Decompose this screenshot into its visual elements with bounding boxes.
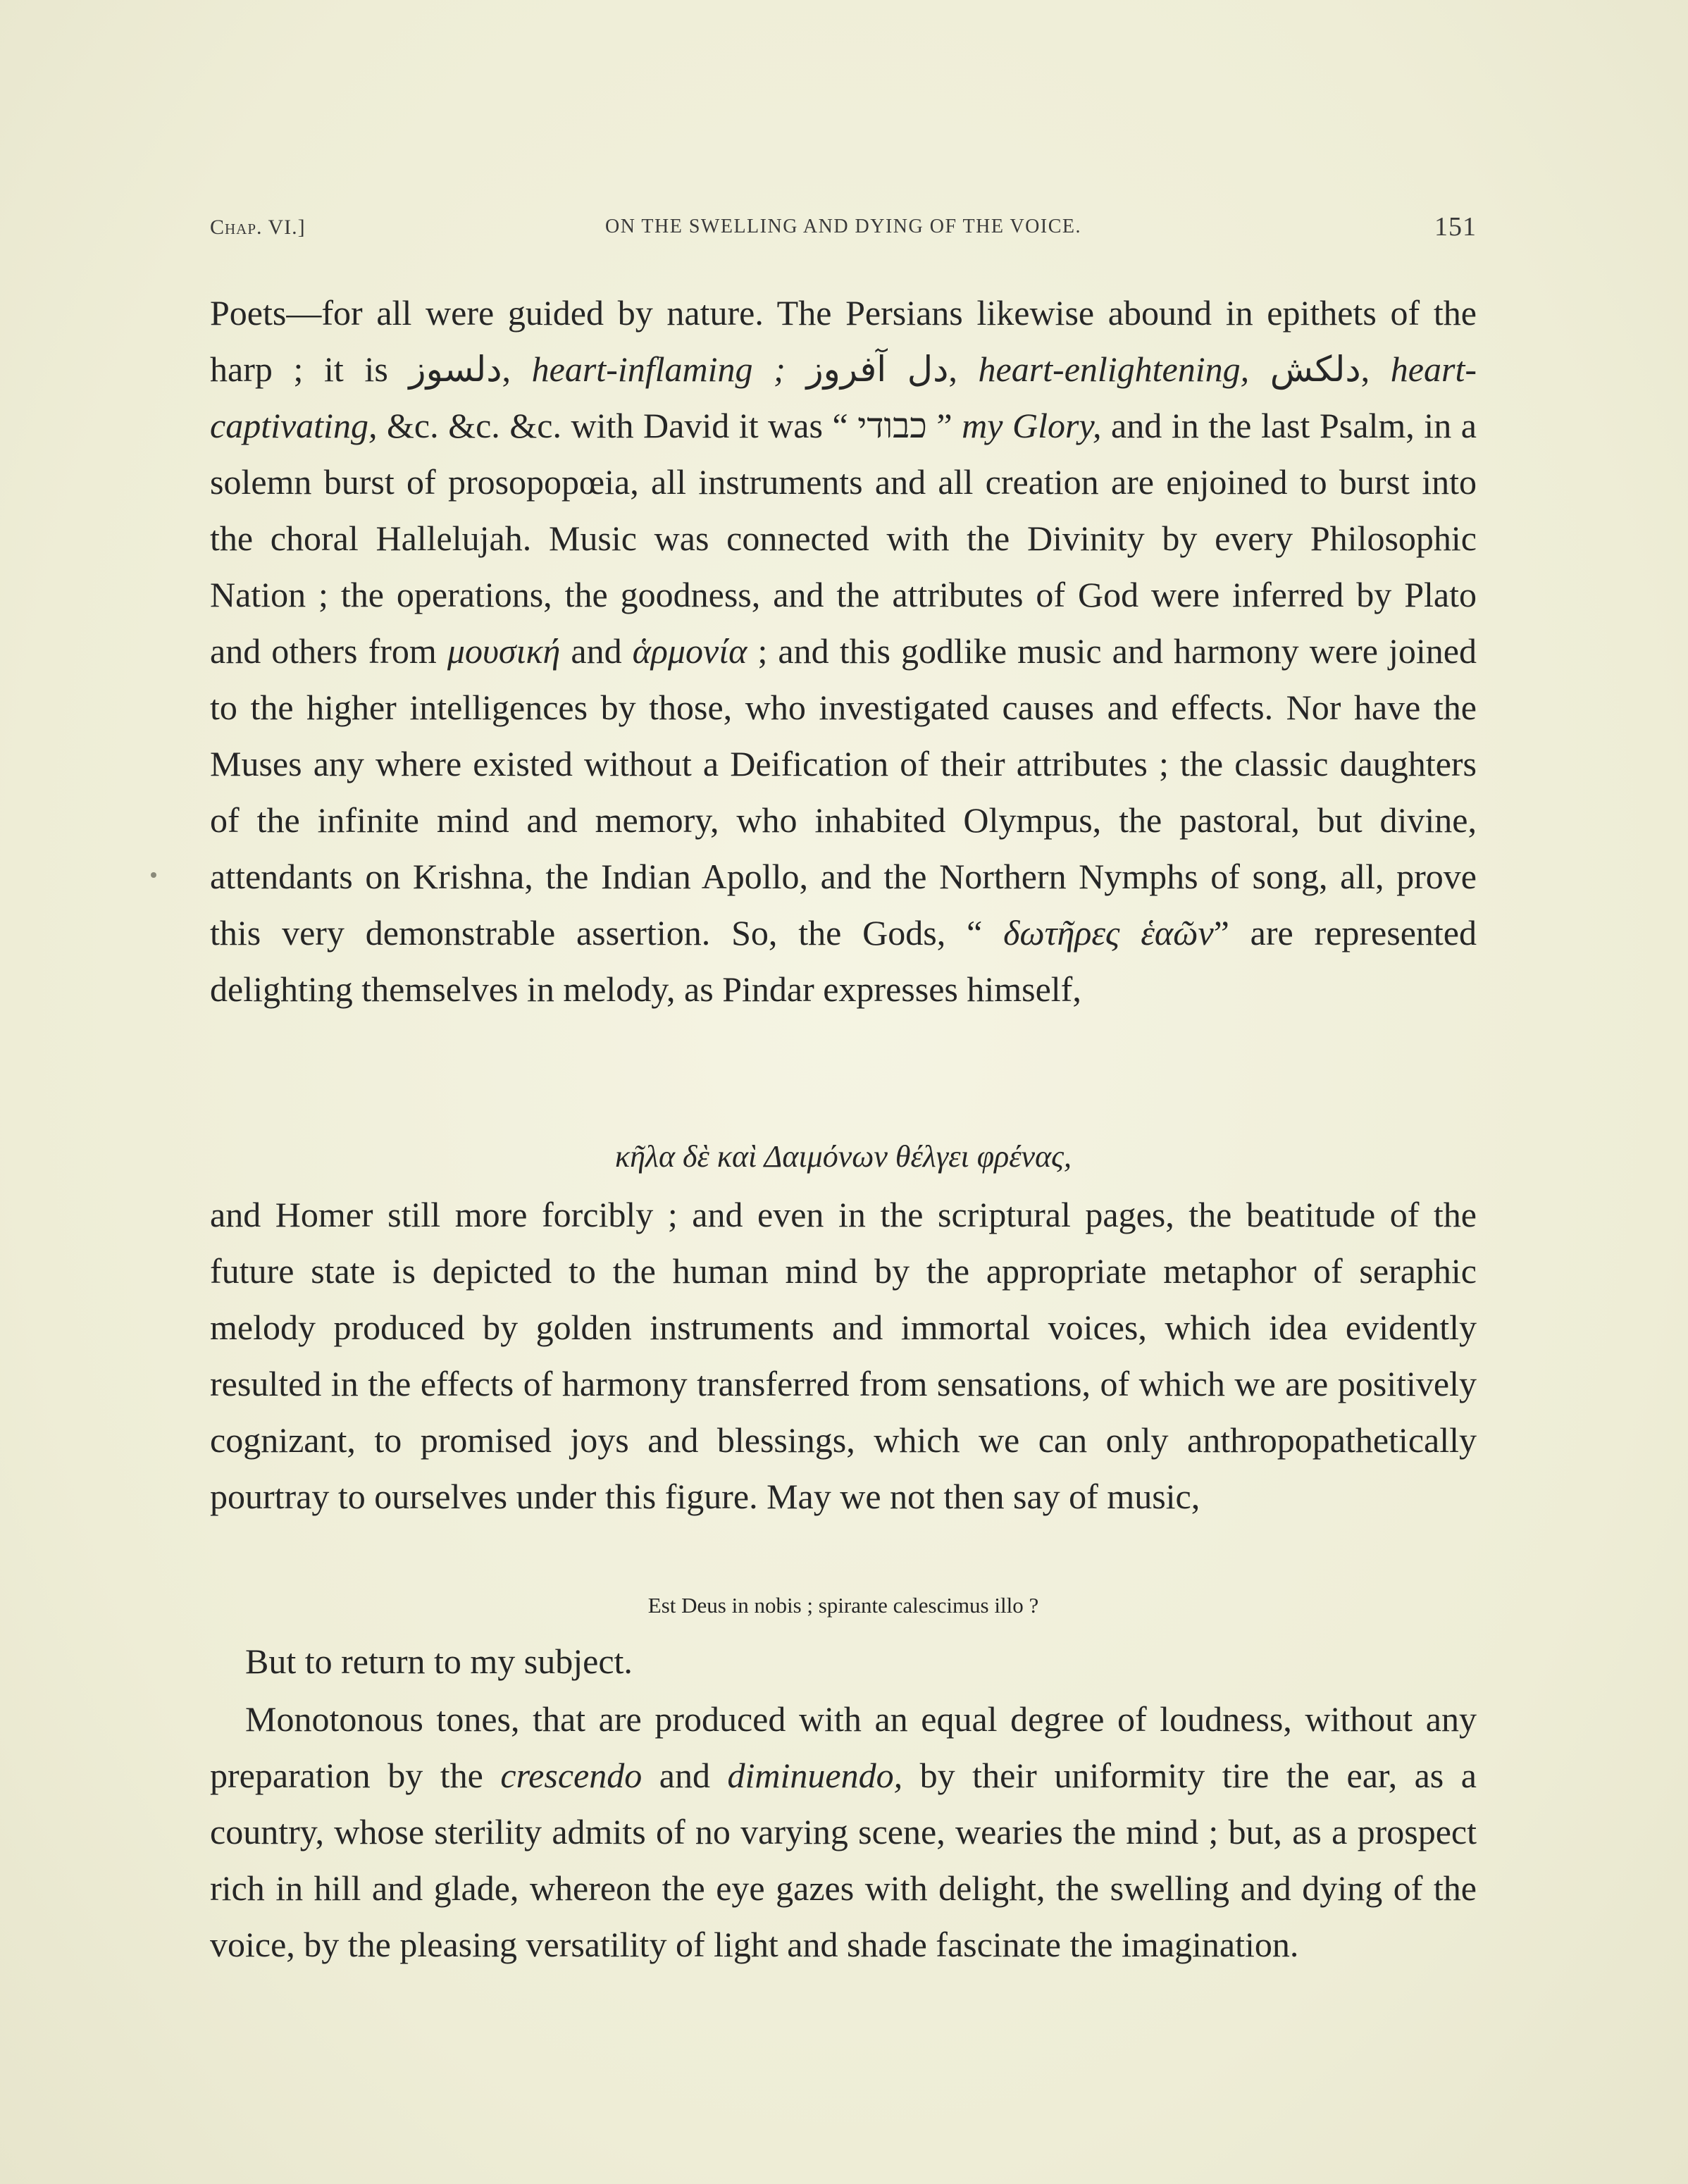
gloss: heart-captivating,: [210, 349, 1477, 445]
paragraph-1: [210, 285, 1477, 1017]
text-run: [786, 349, 807, 389]
text-run: &c. &c. &c. with David it was “: [377, 406, 858, 445]
greek-quotation: κῆλα δὲ καὶ Δαιμόνων θέλγει φρένας,: [614, 1139, 1072, 1174]
greek-word: ἁρμονία: [632, 631, 747, 671]
greek-word: μουσική: [447, 631, 561, 671]
transition-line: But to return to my subject.: [245, 1642, 633, 1681]
persian-word: دلکش: [1270, 349, 1361, 389]
margin-mark: [151, 872, 156, 878]
page-number: 151: [1434, 212, 1477, 242]
text-run: by their uniformity tire the ear, as a country, whose sterility admits of no varying scene, wearies the mind ; but, as a prospect rich in hill and glade, whereon the eye gazes with delight, the swelling and dying of the voice, by the pleasing versatility of light and shade fascinate the imagination.: [210, 1756, 1477, 1964]
text-run: ” are represented delighting themselves in melody, as Pindar expresses himself,: [210, 913, 1477, 1009]
paragraph-2: and Homer still more forcibly ; and even in the scriptural pages, the beatitude of the future state is depicted to the human mind by the appropriate metaphor of seraphic melody produced by golden instruments and immortal voices, which idea evidently resulted in the effects of harmony transferred from sensations, of which we are positively cognizant, to promised joys and blessings, which we can only anthropopathetically pourtray to ourselves under this figure. May we not then say of music,: [210, 1195, 1477, 1516]
persian-word: دل آفروز: [806, 349, 949, 389]
running-head: [210, 211, 1477, 247]
latin-quotation: Est Deus in nobis ; spirante calescimus illo ?: [647, 1593, 1039, 1618]
text-run: ”: [926, 406, 962, 445]
musical-term: crescendo: [500, 1756, 643, 1795]
greek-phrase: δωτῆρες ἑαῶν: [1003, 913, 1214, 953]
text-run: ,: [502, 349, 532, 389]
hebrew-word: כבודי: [857, 406, 927, 445]
text-run: and: [560, 631, 633, 671]
gloss: heart-enlightening,: [978, 349, 1250, 389]
text-run: and in the last Psalm, in a solemn burst of prosopopœia, all instruments and all creation are enjoined to burst into the choral Hallelujah. Music was connected with the Divinity by every Philosophic Nation ; the operations, the goodness, and the attributes of God were inferred by Plato and others from: [210, 406, 1477, 671]
text-run: [1249, 349, 1270, 389]
text-run: ,: [1360, 349, 1391, 389]
chapter-label: Chap. VI.]: [210, 216, 306, 239]
text-run: Monotonous tones, that are produced with an equal degree of loudness, without any preparation by the: [210, 1699, 1477, 1795]
paragraph-3: [210, 1691, 1477, 1973]
gloss: heart-inflaming ;: [531, 349, 786, 389]
text-run: ; and this godlike music and harmony were joined to the higher intelligences by those, who investigated causes and effects. Nor have the Muses any where existed without a Deification of their attributes ; the classic daughters of the infinite mind and memory, who inhabited Olympus, the pastoral, but divine, attendants on Krishna, the Indian Apollo, and the Northern Nymphs of song, all, prove this very demonstrable assertion. So, the Gods, “: [210, 631, 1477, 953]
persian-word: دلسوز: [409, 349, 502, 389]
musical-term: diminuendo,: [727, 1756, 903, 1795]
text-run: and: [642, 1756, 728, 1795]
gloss: my Glory,: [962, 406, 1102, 445]
text-run: Poets—for all were guided by nature. The Persians likewise abound in epithets of the harp ; it is: [210, 293, 1477, 389]
running-title: ON THE SWELLING AND DYING OF THE VOICE.: [604, 216, 1082, 237]
text-run: ,: [948, 349, 979, 389]
